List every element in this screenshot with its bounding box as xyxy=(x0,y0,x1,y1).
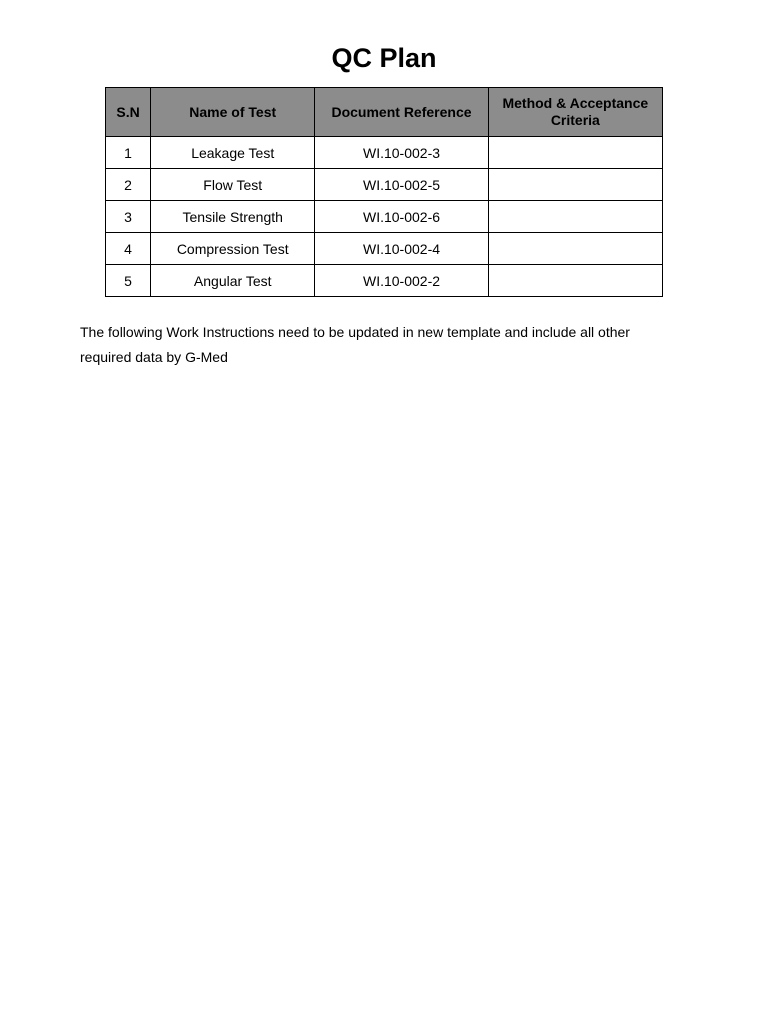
cell-document-reference: WI.10-002-3 xyxy=(315,137,488,169)
work-instructions-note: The following Work Instructions need to be updated in new template and include all other required data by G-Med xyxy=(80,324,630,365)
cell-document-reference: WI.10-002-6 xyxy=(315,201,488,233)
cell-document-reference: WI.10-002-2 xyxy=(315,265,488,297)
table-row xyxy=(106,201,663,233)
cell-sn: 4 xyxy=(106,233,151,265)
cell-method xyxy=(488,233,662,265)
cell-method xyxy=(488,201,662,233)
table-row xyxy=(106,137,663,169)
header-row xyxy=(106,88,663,137)
header-sn: S.N xyxy=(106,88,151,137)
cell-document-reference: WI.10-002-5 xyxy=(315,169,488,201)
cell-method xyxy=(488,137,662,169)
table-row xyxy=(106,169,663,201)
page-title: QC Plan xyxy=(331,43,437,73)
table-row xyxy=(106,265,663,297)
table-row xyxy=(106,233,663,265)
cell-sn: 2 xyxy=(106,169,151,201)
cell-test-name: Tensile Strength xyxy=(151,201,315,233)
table-header xyxy=(106,88,663,137)
cell-sn: 1 xyxy=(106,137,151,169)
cell-document-reference: WI.10-002-4 xyxy=(315,233,488,265)
header-document-reference: Document Reference xyxy=(315,88,488,137)
cell-method xyxy=(488,169,662,201)
cell-test-name: Compression Test xyxy=(151,233,315,265)
cell-test-name: Leakage Test xyxy=(151,137,315,169)
table-body xyxy=(106,137,663,297)
cell-method xyxy=(488,265,662,297)
qc-plan-table xyxy=(105,87,663,297)
cell-test-name: Flow Test xyxy=(151,169,315,201)
cell-sn: 5 xyxy=(106,265,151,297)
cell-test-name: Angular Test xyxy=(151,265,315,297)
header-method-acceptance-criteria: Method & Acceptance Criteria xyxy=(488,88,662,137)
header-name-of-test: Name of Test xyxy=(151,88,315,137)
cell-sn: 3 xyxy=(106,201,151,233)
